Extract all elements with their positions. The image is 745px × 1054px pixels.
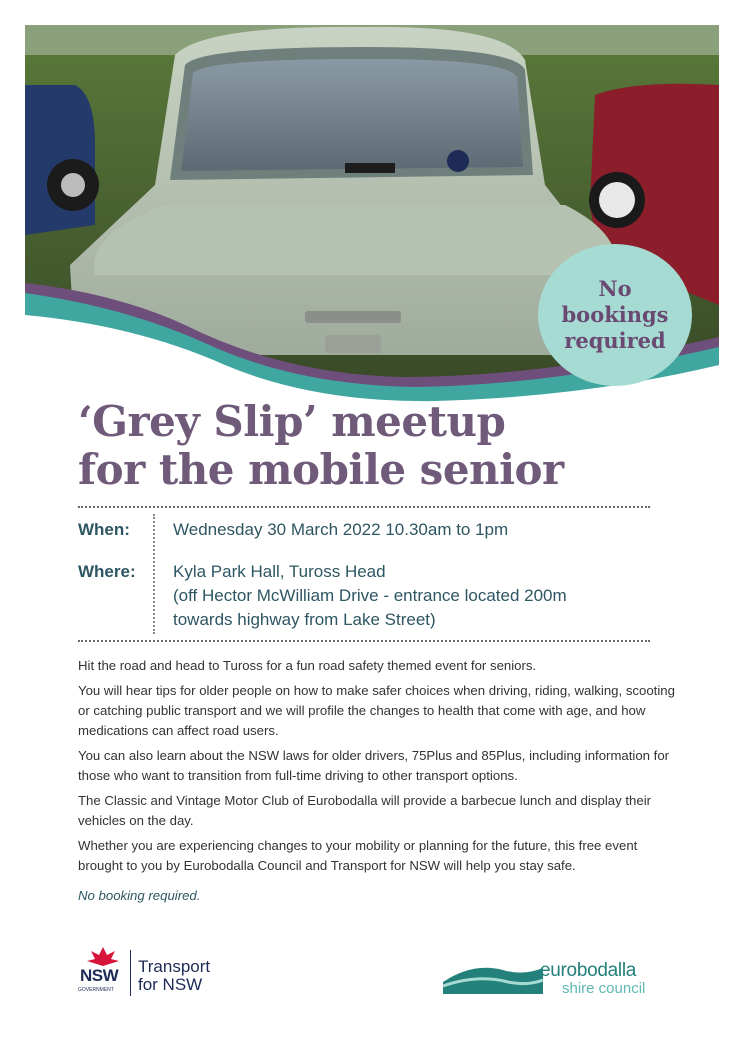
where-label: Where: bbox=[78, 562, 136, 581]
page-title bbox=[78, 398, 698, 494]
transport-line-1: Transport bbox=[138, 957, 211, 976]
shire-council-text: shire council bbox=[562, 980, 646, 997]
badge-line-1: No bbox=[598, 276, 632, 301]
title-line-2: for the mobile senior bbox=[78, 445, 564, 494]
paragraph: Hit the road and head to Tuross for a fun road safety themed event for seniors. bbox=[78, 658, 537, 673]
info-separator bbox=[153, 514, 155, 634]
nsw-government-text: GOVERNMENT bbox=[78, 987, 114, 993]
badge-line-3: required bbox=[564, 328, 666, 353]
where-line-1: Kyla Park Hall, Tuross Head bbox=[173, 562, 386, 581]
transport-for-nsw-logo bbox=[138, 958, 210, 994]
divider-bottom bbox=[78, 640, 650, 642]
when-value: Wednesday 30 March 2022 10.30am to 1pm bbox=[173, 520, 509, 539]
paragraph: You will hear tips for older people on how to make safer choices when driving, riding, walking, scooting or catching public transport and we will profile the changes to health that come with age, and how medications can affect road users. bbox=[78, 683, 675, 738]
eurobodalla-wave-icon bbox=[443, 960, 543, 994]
eurobodalla-logo: eurobodalla bbox=[540, 960, 637, 981]
where-line-3: towards highway from Lake Street) bbox=[173, 610, 436, 629]
paragraph: Whether you are experiencing changes to your mobility or planning for the future, this free event brought to you by Eurobodalla Council and Transport for NSW will help you stay safe. bbox=[78, 838, 638, 873]
nsw-logo: NSW bbox=[80, 966, 119, 985]
divider-top bbox=[78, 506, 650, 508]
no-bookings-badge bbox=[538, 244, 692, 386]
when-label: When: bbox=[78, 520, 130, 539]
logo-divider bbox=[130, 950, 131, 996]
body-text bbox=[78, 656, 678, 881]
where-value bbox=[173, 560, 567, 632]
paragraph: You can also learn about the NSW laws for older drivers, 75Plus and 85Plus, including information for those who want to transition from full-time driving to other transport options. bbox=[78, 748, 670, 783]
where-line-2: (off Hector McWilliam Drive - entrance located 200m bbox=[173, 586, 567, 605]
no-booking-note: No booking required. bbox=[78, 888, 201, 903]
waratah-icon bbox=[78, 945, 128, 967]
paragraph: The Classic and Vintage Motor Club of Eurobodalla will provide a barbecue lunch and display their vehicles on the day. bbox=[78, 793, 652, 828]
title-line-1: ‘Grey Slip’ meetup bbox=[78, 397, 506, 446]
badge-line-2: bookings bbox=[561, 302, 669, 327]
transport-line-2: for NSW bbox=[138, 975, 203, 994]
